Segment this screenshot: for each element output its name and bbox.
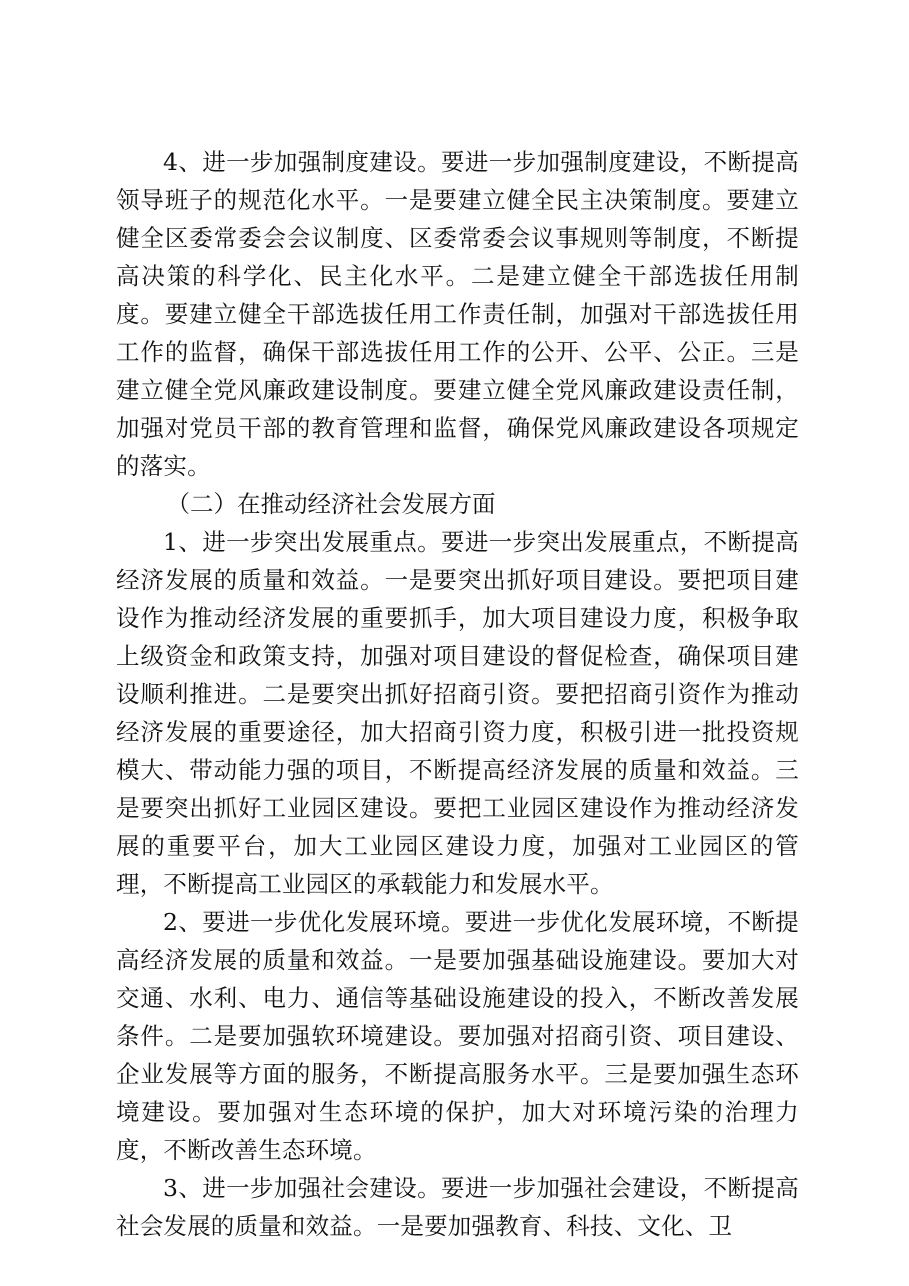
paragraph-system-building: 4、进一步加强制度建设。要进一步加强制度建设，不断提高领导班子的规范化水平。一是要建立健全民主决策制度。要建立健全区委常委会会议制度、区委常委会议事规则等制度，不断提高决策的科学化、民主化水平。二是建立健全干部选拔任用制度。要建立健全干部选拔任用工作责任制，加强对干部选拔任用工作的监督，确保干部选拔任用工作的公开、公平、公正。三是建立健全党风廉政建设制度。要建立健全党风廉政建设责任制，加强对党员干部的教育管理和监督，确保党风廉政建设各项规定的落实。 bbox=[116, 148, 799, 480]
section-heading-economic-development: （二）在推动经济社会发展方面 bbox=[166, 490, 496, 518]
paragraph-development-priorities: 1、进一步突出发展重点。要进一步突出发展重点，不断提高经济发展的质量和效益。一是要突出抓好项目建设。要把项目建设作为推动经济发展的重要抓手，加大项目建设力度，积极争取上级资金和政策支持，加强对项目建设的督促检查，确保项目建设顺利推进。二是要突出抓好招商引资。要把招商引资作为推动经济发展的重要途径，加大招商引资力度，积极引进一批投资规模大、带动能力强的项目，不断提高经济发展的质量和效益。三是要突出抓好工业园区建设。要把工业园区建设作为推动经济发展的重要平台，加大工业园区建设力度，加强对工业园区的管理，不断提高工业园区的承载能力和发展水平。 bbox=[116, 528, 799, 898]
paragraph-development-environment: 2、要进一步优化发展环境。要进一步优化发展环境，不断提高经济发展的质量和效益。一是要加强基础设施建设。要加大对交通、水利、电力、通信等基础设施建设的投入，不断改善发展条件。二是要加强软环境建设。要加强对招商引资、项目建设、企业发展等方面的服务，不断提高服务水平。三是要加强生态环境建设。要加强对生态环境的保护，加大对环境污染的治理力度，不断改善生态环境。 bbox=[116, 908, 799, 1164]
paragraph-social-building: 3、进一步加强社会建设。要进一步加强社会建设，不断提高社会发展的质量和效益。一是要加强教育、科技、文化、卫 bbox=[116, 1174, 799, 1240]
